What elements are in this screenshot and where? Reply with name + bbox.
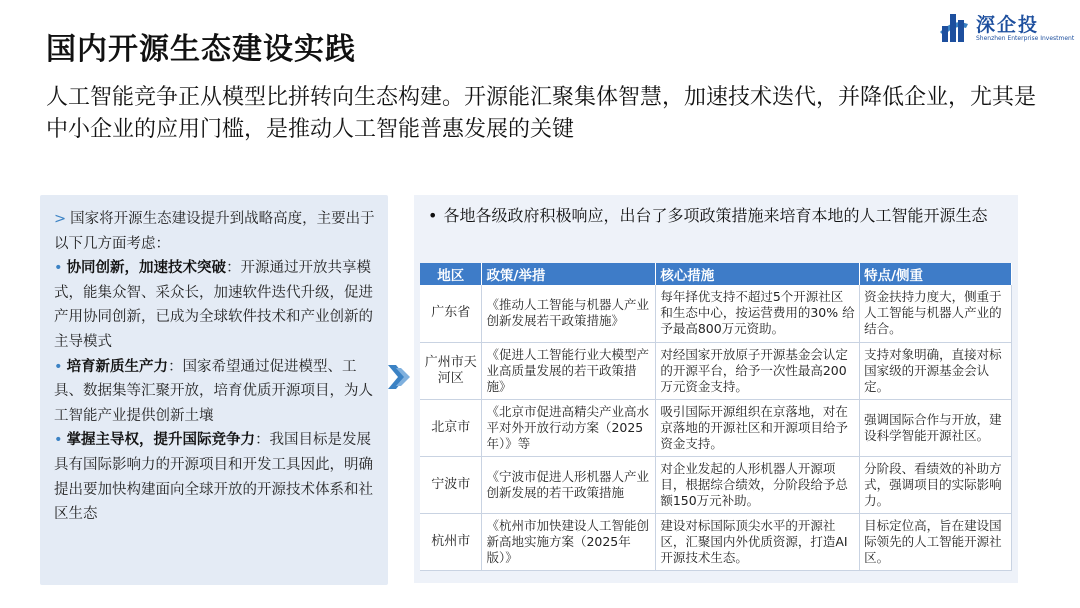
cell-measure: 每年择优支持不超过5个开源社区和生态中心，按运营费用的30% 给予最高800万元资助。 [656,285,860,342]
cell-feature: 资金扶持力度大，侧重于人工智能与机器人产业的结合。 [860,285,1012,342]
cell-policy: 《促进人工智能行业大模型产业高质量发展的若干政策措施》 [482,342,656,399]
cell-feature: 分阶段、看绩效的补助方式，强调项目的实际影响力。 [860,456,1012,513]
bullet-icon: • [54,432,63,449]
cell-policy: 《杭州市加快建设人工智能创新高地实施方案（2025年版）》 [482,513,656,570]
double-chevron-right-icon [386,362,412,392]
bullet-icon: • [54,260,63,277]
page-title: 国内开源生态建设实践 [46,32,356,67]
bullet-icon: • [428,206,438,225]
left-item-head: 掌握主导权，提升国际竞争力 [66,432,256,449]
left-item-body: ：我国目标是发展具有国际影响力的开源项目和开发工具因此，明确提出要加快构建面向全球开放的开源技术体系和社区生态 [54,432,373,523]
bullet-icon: • [54,358,63,375]
left-intro [54,207,378,256]
cell-policy: 《宁波市促进人形机器人产业创新发展的若干政策措施 [482,456,656,513]
left-item-body: ：开源通过开放共享模式，能集众智、采众长，加速软件迭代升级，促进产用协同创新，已成为全球软件技术和产业创新的主导模式 [54,260,373,350]
page-subtitle: 人工智能竞争正从模型比拼转向生态构建。开源能汇聚集体智慧，加速技术迭代，并降低企业，尤其是中小企业的应用门槛，是推动人工智能普惠发展的关键 [46,85,1037,142]
cell-region: 广州市天河区 [420,342,482,399]
left-item-1 [54,256,378,354]
header-feature: 特点/侧重 [860,263,1012,285]
cell-region: 北京市 [420,399,482,456]
policy-table [420,263,1012,571]
cell-feature: 强调国际合作与开放，建设科学智能开源社区。 [860,399,1012,456]
table-row [420,456,1012,513]
left-item-head: 培育新质生产力 [66,358,169,375]
table-row [420,399,1012,456]
left-item-3 [54,428,378,526]
cell-policy: 《推动人工智能与机器人产业创新发展若干政策措施》 [482,285,656,342]
left-item-body: ：国家希望通过促进模型、工具、数据集等汇聚开放，培育优质开源项目，为人工智能产业提供创新土壤 [54,358,373,424]
cell-measure: 对企业发起的人形机器人开源项目，根据综合绩效，分阶段给予总额150万元补助。 [656,456,860,513]
logo-subtext: Shenzhen Enterprise Investment [976,35,1075,42]
cell-feature: 支持对象明确，直接对标国家级的开源基金会认定。 [860,342,1012,399]
cell-policy: 《北京市促进高精尖产业高水平对外开放行动方案（2025年）》等 [482,399,656,456]
header-measure: 核心措施 [656,263,860,285]
logo-text: 深企投 [976,14,1040,36]
left-item-head: 协同创新，加速技术突破 [66,260,227,277]
right-panel-heading [428,203,1008,228]
cell-region: 杭州市 [420,513,482,570]
cell-region: 广东省 [420,285,482,342]
left-item-2 [54,355,378,429]
right-heading-text: 各地各级政府积极响应，出台了多项政策措施来培育本地的人工智能开源生态 [443,206,988,225]
header-region: 地区 [420,263,482,285]
table-header-row [420,263,1012,285]
chevron-right-icon: > [54,211,67,227]
cell-region: 宁波市 [420,456,482,513]
cell-measure: 对经国家开放原子开源基金会认定的开源平台，给予一次性最高200万元资金支持。 [656,342,860,399]
company-logo [936,8,1075,50]
left-panel [40,195,388,585]
header-policy: 政策/举措 [482,263,656,285]
table-row [420,285,1012,342]
table-row [420,342,1012,399]
left-intro-text: 国家将开源生态建设提升到战略高度，主要出于以下几方面考虑： [54,211,375,252]
cell-feature: 目标定位高，旨在建设国际领先的人工智能开源社区。 [860,513,1012,570]
right-panel [414,195,1018,583]
cell-measure: 建设对标国际顶尖水平的开源社区，汇聚国内外优质资源，打造AI开源技术生态。 [656,513,860,570]
cell-measure: 吸引国际开源组织在京落地，对在京落地的开源社区和开源项目给予资金支持。 [656,399,860,456]
logo-mark-icon [936,10,972,46]
table-row [420,513,1012,570]
